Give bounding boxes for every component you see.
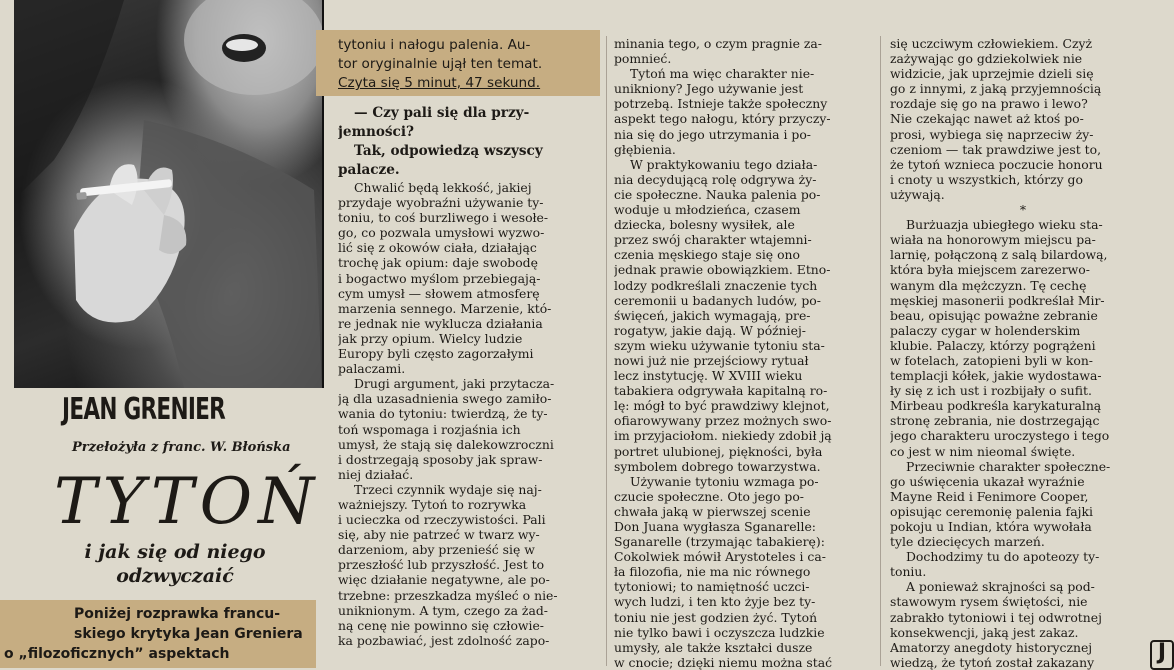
text-line: go z innymi, z jaką przyjemnością [890,81,1102,97]
text-line: używają. [890,186,945,202]
text-line: szym wieku używanie tytoniu sta- [614,337,825,353]
text-line: palaczy cygar w holenderskim [890,322,1081,338]
text-line: chwała jaką w pierwszej scenie [614,503,811,519]
lede-line: Poniżej rozprawka francu- [74,606,281,622]
text-line: głębienia. [614,141,676,157]
text-line: beau, opisując poważne zebranie [890,307,1098,323]
text-line: toniu. [890,564,927,580]
text-line: Don Juana wygłasza Sganarelle: [614,519,816,534]
text-line: wiała na honorowym miejscu pa- [890,232,1096,248]
question-heading [338,104,600,180]
text-line: Mayne Reid i Fenimore Cooper, [890,488,1089,504]
text-line: ją dla uzasadnienia swego zamiło- [338,391,552,407]
text-line: symbolem dobrego towarzystwa. [614,458,821,474]
text-line: Mirbeau podkreśla karykaturalną [890,398,1102,414]
text-line: się, aby nie patrzeć w twarz wy- [338,527,540,543]
text-line: Tak, odpowiedzą wszyscy [354,143,543,159]
text-line: przez swój charakter wtajemni- [614,232,812,248]
text-line: jak przy opium. Wielcy ludzie [338,330,523,346]
text-line: zażywając go gdziekolwiek nie [890,51,1083,67]
text-line: lodzy podkreślali znaczenie tych [614,277,818,293]
text-line: wych ludzi, i ten kto żyje bez ty- [614,594,816,610]
page-corner-mark: J [1150,640,1174,670]
text-line: A ponieważ skrajności są pod- [906,579,1095,595]
text-line: pomnieć. [614,51,672,67]
text-line: widzicie, jak uprzejmie dzieli się [890,66,1094,82]
reading-time: Czyta się 5 minut, 47 sekund. [338,75,541,91]
column-3 [614,36,866,670]
text-line: go uświęcenia ukazał wyraźnie [890,473,1085,489]
text-line: święceń, jakich wymagają, pre- [614,307,811,323]
text-line: wania do tytoniu: twierdzą, że ty- [338,406,548,422]
lede-continuation [338,36,598,93]
article-title: TYTOŃ [54,465,321,539]
subtitle-line: i jak się od niego [84,541,266,563]
text-line: przydaje wyobraźni używanie ty- [338,195,544,211]
text-line: ła filozofia, nie ma nic równego [614,564,811,580]
text-line: tytoniu i nałogu palenia. Au- [338,37,531,53]
text-line: trzebne: przeszkadza myśleć o nie- [338,587,558,603]
text-line: tor oryginalnie ujął ten temat. [338,56,543,72]
text-line: umysł, że stają się dalekowzroczni [338,436,554,452]
text-line: jednak prawie obowiązkiem. Etno- [614,262,831,278]
text-line: męskiej masonerii podkreślał Mir- [890,292,1105,308]
text-line: w fotelach, zatopieni byli w kon- [890,352,1093,368]
text-line: ły się z ich ust i rozbijały o sufit. [890,383,1092,399]
text-line: — Czy pali się dla przy- [354,105,530,121]
text-line: W praktykowaniu tego działa- [630,156,818,172]
text-line: minania tego, o czym pragnie za- [614,36,822,51]
text-line: toniu nie jest godzien żyć. Tytoń [614,609,818,625]
text-line: portret ulubionej, piękności, była [614,443,823,459]
text-line: nia decydującą rolę odgrywa ży- [614,171,817,187]
text-line: marzenia sennego. Marzenie, któ- [338,300,552,316]
text-line: niej działać. [338,466,414,482]
text-line: palaczami. [338,361,406,377]
smoker-illustration [14,0,322,388]
text-line: prosi, wybiega się naprzeciw ży- [890,126,1094,142]
text-line: Dochodzimy tu do apoteozy ty- [906,549,1100,565]
text-line: darzeniom, aby przenieść się w [338,542,535,558]
text-line: unikniony? Jego używanie jest [614,81,804,97]
text-line: tabakiera odgrywała kapitalną ro- [614,383,828,399]
text-line: nowi już nie przejściowy rytuał [614,352,809,368]
text-line: i cnoty u wszystkich, którzy go [890,171,1083,187]
text-line: jego charakteru uroczystego i tego [890,428,1110,444]
text-line: tytoniowi; to namiętność uczci- [614,579,810,595]
text-line: pokoju u Indian, która wywołała [890,519,1092,534]
text-line: trochę jak opium: daje swobodę [338,255,538,271]
text-line: stronę zebrania, nie dostrzegając [890,413,1100,429]
text-line: czeniom — tak prawdziwe jest to, [890,141,1102,157]
text-line: lić się z okowów ciała, działając [338,240,537,256]
text-line: toniu, to coś burzliwego i wesołe- [338,210,549,226]
text-line: Chwalić będą lekkość, jakiej [354,180,532,195]
text-line: nia się do jego utrzymania i po- [614,126,811,142]
text-line: go, co pozwala umysłowi wyzwo- [338,225,545,241]
translator-credit: Przełożyła z franc. W. Błońska [72,440,291,455]
text-line: ofiarowywany przez możnych swo- [614,413,832,429]
text-line: wanym dla mężczyzn. Tę cechę [890,277,1087,293]
text-line: tyle dziecięcych marzeń. [890,534,1045,550]
article-subtitle [40,540,310,588]
text-line: ceremonii u badanych ludów, po- [614,292,821,308]
text-line: lę: mógł to być prawdziwy klejnot, [614,398,830,414]
text-line: i bogactwo myślom przebiegają- [338,270,541,286]
text-line: ka pozbawiać, jest zdolność zapo- [338,632,550,648]
text-line: co jest w nim nieomal święte. [890,443,1076,459]
text-line: Nie czekając nawet aż ktoś po- [890,111,1084,127]
text-line: Sganarelle (trzymając tabakierę): [614,534,825,550]
author-name: JEAN GRENIER [62,392,226,427]
text-line: Przeciwnie charakter społeczne- [906,458,1111,474]
text-line: że tytoń wznieca poczucie honoru [890,156,1103,172]
text-line: potrzebą. Istnieje także społeczny [614,96,828,112]
text-line: Drugi argument, jaki przytacza- [354,376,555,392]
text-line: toń wspomaga i rozjaśnia ich [338,421,521,437]
smoker-photo [14,0,324,388]
text-line: czucie społeczne. Oto jego po- [614,488,804,504]
text-line: dziecka, bolesny wysiłek, ale [614,217,795,233]
column-divider [606,36,607,666]
text-line: opisując ceremonię palenia fajki [890,503,1093,519]
column-2 [338,104,600,648]
text-line: Europy byli często zagorzałymi [338,346,534,362]
text-line: konsekwencji, jaką jest zakaz. [890,624,1079,640]
text-line: uniknionym. A tym, czego za żad- [338,602,548,618]
lede-line: skiego krytyka Jean Greniera [74,626,303,642]
text-line: * [1019,202,1027,218]
text-line: nie tylko bawi i oczyszcza ludzkie [614,624,825,640]
text-line: palacze. [338,162,400,178]
text-line: czenia męskiego staje się ono [614,247,800,263]
text-line: ważniejszy. Tytoń to rozrywka [338,496,527,512]
text-line: w cnocie; dzięki niemu można stać [614,654,833,670]
subtitle-line: odzwyczaić [116,565,234,587]
column-2-body [338,180,600,648]
text-line: i dostrzegają sposoby jak spraw- [338,451,543,467]
text-line: re jednak nie wyklucza działania [338,315,543,331]
text-line: aspekt tego nałogu, który przyczy- [614,111,831,127]
text-line: Tytoń ma więc charakter nie- [630,66,815,82]
text-line: im przyjaciołom. niekiedy zdobił ją [614,428,832,444]
text-line: i ucieczka od rzeczywistości. Pali [338,512,546,528]
text-line: woduje u młodzieńca, czasem [614,202,801,218]
text-line: cym umysł — słowem atmosferę [338,285,540,301]
text-line: ną cenę nie powinno się człowie- [338,617,544,633]
text-line: lecz instytucję. W XVIII wieku [614,368,803,384]
text-line: larnię, połączoną z salą bilardową, [890,247,1108,263]
text-line: która była miejscem zarezerwo- [890,262,1090,278]
column-4 [890,36,1156,670]
column-divider [880,36,881,666]
text-line: Używanie tytoniu wzmaga po- [630,473,819,489]
text-line: templacji kółek, jakie wydostawa- [890,368,1102,384]
text-line: cie społeczne. Nauka palenia po- [614,186,821,202]
article-lede [4,604,314,664]
text-line: stawowym rysem świętości, nie [890,594,1088,610]
text-line: Burżuazja ubiegłego wieku sta- [906,217,1103,233]
text-line: rogatyw, jakie dają. W później- [614,322,806,338]
lede-line: o „filozoficznych” aspektach [4,646,230,662]
text-line: rozdaje się go na prawo i lewo? [890,96,1088,112]
text-line: przeszłość lub przyszłość. Jest to [338,557,545,573]
text-line: Trzeci czynnik wydaje się naj- [354,481,542,497]
text-line: klubie. Palaczy, którzy pogrążeni [890,337,1096,353]
text-line: Amatorzy anegdoty historycznej [890,639,1093,655]
text-line: się uczciwym człowiekiem. Czyż [890,36,1093,51]
text-line: zabrakło tytoniowi i tej odwrotnej [890,609,1102,625]
text-line: umysły, ale także kształci dusze [614,639,813,655]
text-line: wiedzą, że tytoń został zakazany [890,654,1095,670]
text-line: Cokolwiek mówił Arystoteles i ca- [614,549,826,565]
text-line: więc działanie negatywne, ale po- [338,572,550,588]
text-line: jemności? [338,124,414,140]
